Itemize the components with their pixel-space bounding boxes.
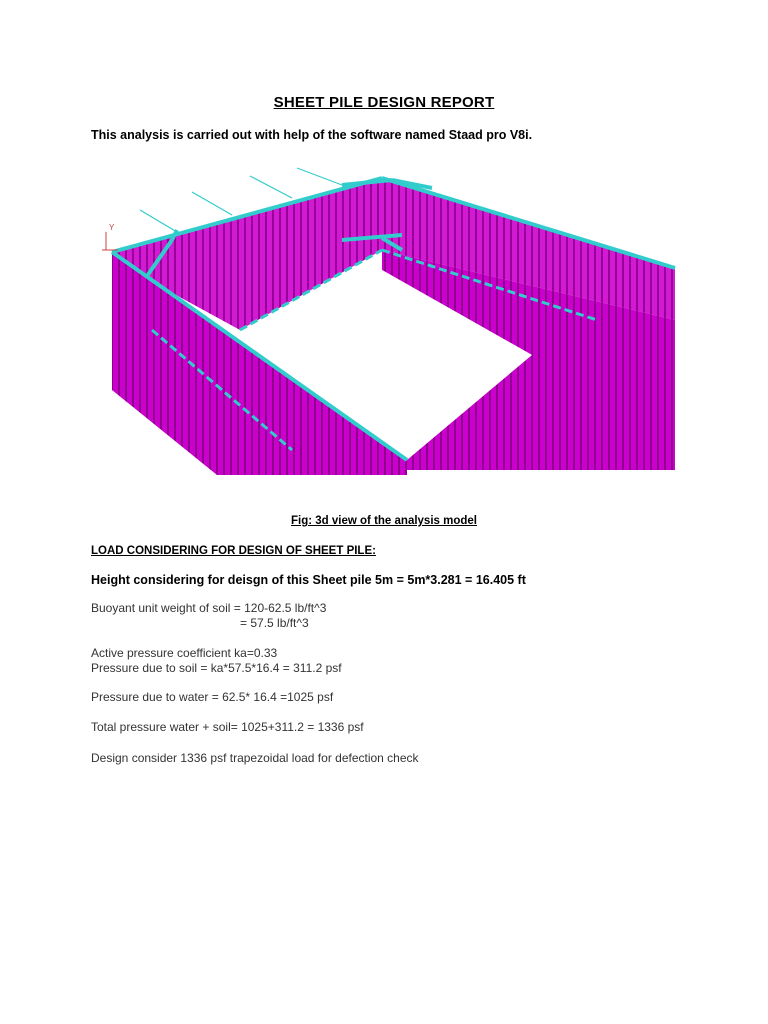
report-title: SHEET PILE DESIGN REPORT <box>273 94 495 111</box>
section-heading: LOAD CONSIDERING FOR DESIGN OF SHEET PILE: <box>91 545 376 557</box>
water-pressure-line: Pressure due to water = 62.5* 16.4 =1025 psf <box>91 690 334 704</box>
intro-paragraph: This analysis is carried out with help of the software named Staad pro V8i. <box>91 128 533 142</box>
soil-pressure-line: Pressure due to soil = ka*57.5*16.4 = 311.2 psf <box>91 661 342 675</box>
buoyant-weight-line: Buoyant unit weight of soil = 120-62.5 lb/ft^3 <box>91 601 327 615</box>
buoyant-weight-result: = 57.5 lb/ft^3 <box>240 616 309 630</box>
axis-indicator <box>102 223 118 250</box>
total-pressure-line: Total pressure water + soil= 1025+311.2 = 1336 psf <box>91 720 364 734</box>
height-consideration: Height considering for deisgn of this Sheet pile 5m = 5m*3.281 = 16.405 ft <box>91 573 526 587</box>
analysis-model-3d-view <box>92 150 680 475</box>
axis-y-label: Y <box>109 223 115 232</box>
figure-caption: Fig: 3d view of the analysis model <box>291 515 477 527</box>
design-note-line: Design consider 1336 psf trapezoidal load for defection check <box>91 751 419 765</box>
active-coefficient-line: Active pressure coefficient ka=0.33 <box>91 646 278 660</box>
analysis-model-figure <box>92 150 680 475</box>
